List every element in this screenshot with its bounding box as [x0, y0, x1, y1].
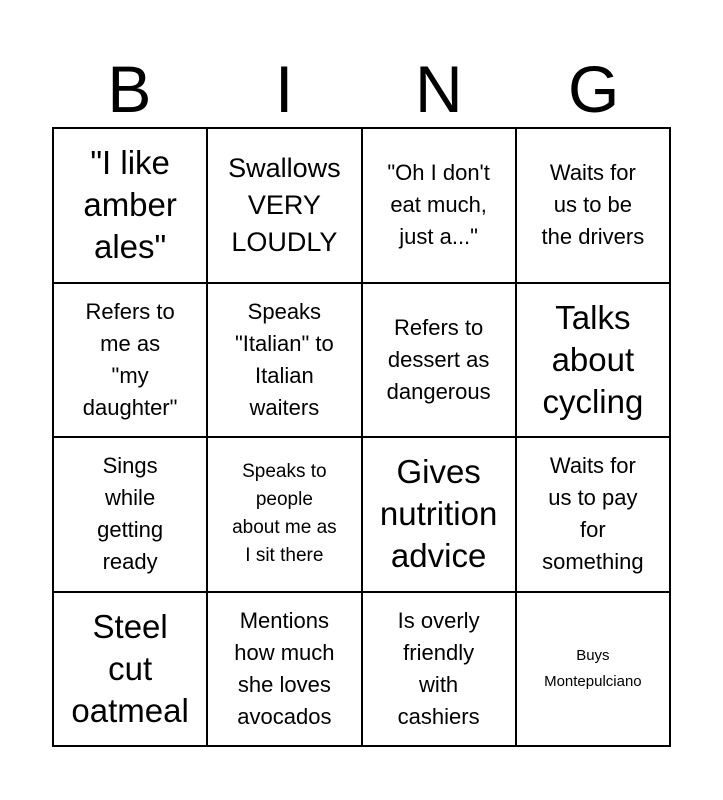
bingo-cell-r1-c2[interactable] — [207, 128, 361, 283]
bingo-cell-r4-c3[interactable] — [362, 592, 516, 747]
bingo-board — [52, 127, 671, 747]
bingo-cell-r3-c1[interactable] — [53, 437, 207, 592]
bingo-cell-r3-c2[interactable] — [207, 437, 361, 592]
header-letter-g: G — [567, 52, 620, 126]
header-letter-n: N — [415, 52, 463, 126]
cell-text: Speaks "Italian" to Italian waiters — [234, 298, 334, 420]
cell-text: "Oh I don't eat much, just a..." — [387, 160, 490, 250]
bingo-cell-r2-c1[interactable] — [53, 283, 207, 438]
cell-text: Swallows VERY LOUDLY — [228, 152, 341, 257]
cell-text: Refers to me as "my daughter" — [82, 298, 178, 420]
header-letter-i: I — [274, 52, 294, 126]
bingo-cell-r4-c2[interactable] — [207, 592, 361, 747]
cell-text: Gives nutrition advice — [379, 453, 498, 575]
bingo-cell-r2-c3[interactable] — [362, 283, 516, 438]
bingo-header — [52, 50, 671, 128]
cell-text: Steel cut oatmeal — [71, 607, 189, 729]
bingo-cell-r2-c4[interactable] — [516, 283, 670, 438]
bingo-cell-r4-c4[interactable] — [516, 592, 670, 747]
cell-text: Talks about cycling — [542, 298, 644, 420]
cell-text: Buys Montepulciano — [544, 646, 642, 690]
cell-text: Speaks to people about me as I sit there — [232, 461, 337, 567]
cell-text: "I like amber ales" — [83, 144, 177, 266]
cell-text: Waits for us to be the drivers — [541, 160, 645, 250]
bingo-cell-r2-c2[interactable] — [207, 283, 361, 438]
cell-text: Is overly friendly with cashiers — [397, 607, 480, 729]
cell-text: Refers to dessert as dangerous — [386, 314, 491, 404]
header-letter-b: B — [107, 52, 152, 126]
cell-text: Sings while getting ready — [97, 453, 164, 575]
bingo-cell-r1-c3[interactable] — [362, 128, 516, 283]
bingo-cell-r4-c1[interactable] — [53, 592, 207, 747]
cell-text: Waits for us to pay for something — [542, 453, 644, 575]
bingo-cell-r3-c4[interactable] — [516, 437, 670, 592]
bingo-cell-r1-c1[interactable] — [53, 128, 207, 283]
bingo-cell-r3-c3[interactable] — [362, 437, 516, 592]
cell-text: Mentions how much she loves avocados — [234, 607, 335, 729]
bingo-cell-r1-c4[interactable] — [516, 128, 670, 283]
